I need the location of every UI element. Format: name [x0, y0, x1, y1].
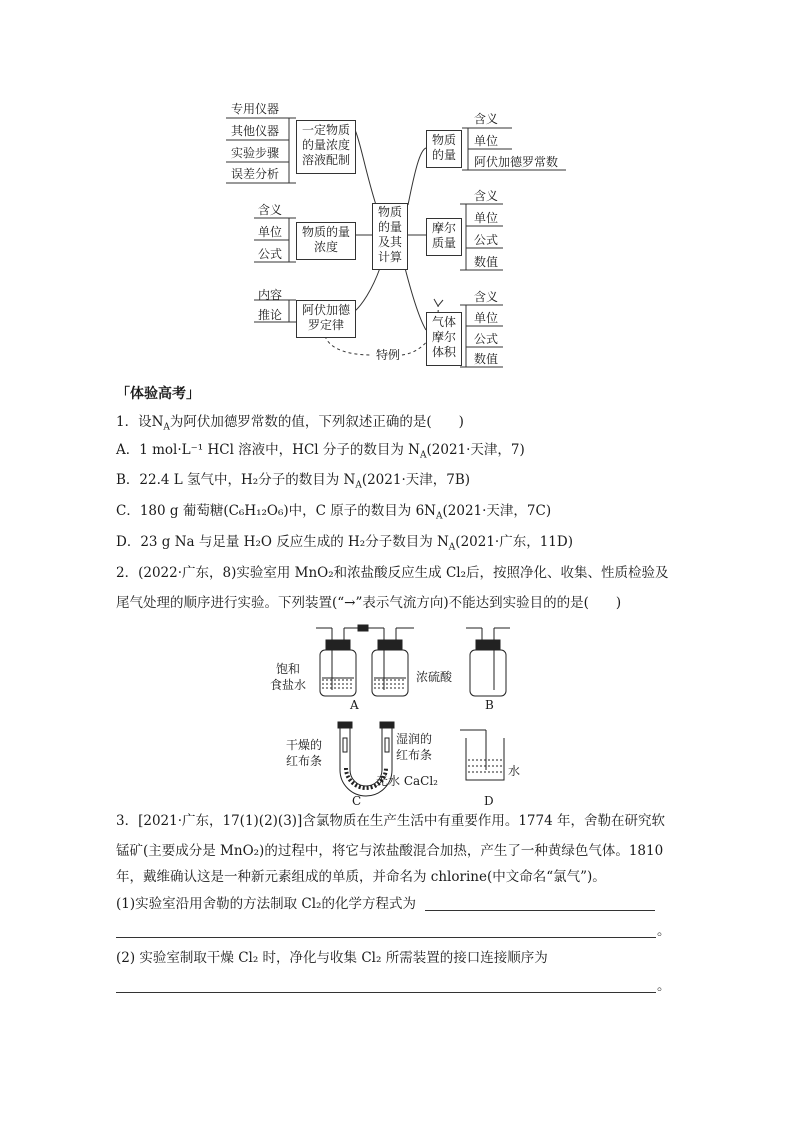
mm-box-line: 及其 — [377, 235, 402, 249]
mm-box-line: 物质 — [377, 205, 402, 219]
wash-bottle-a2-icon — [344, 625, 414, 696]
corner-bracket-open-icon: 「 — [116, 386, 130, 402]
mm-box-line: 物质 — [431, 133, 456, 147]
mm-amount-box — [426, 130, 462, 168]
mm-special-label: 特例 — [376, 348, 401, 362]
answer-blank-2[interactable] — [116, 992, 656, 993]
fig-b-caption: B — [485, 698, 494, 712]
mindmap-connectors — [0, 0, 794, 380]
mm-box-line: 计算 — [377, 250, 402, 264]
answer-blank-1a[interactable] — [425, 910, 655, 911]
section-title — [116, 383, 200, 403]
q1-option-b: B．22.4 L 氢气中，H₂分子的数目为 $N_A(2021\cdot$天津，7B) — [116, 472, 471, 491]
mm-box-line: 摩尔 — [431, 221, 456, 235]
mm-box-line: 一定物质 — [301, 123, 350, 137]
fig-d-label: 水 — [508, 764, 521, 778]
q3-line-3: 年，戴维确认这是一种新元素组成的单质，并命名为 chlorine(中文命名“氯气”)。 — [116, 869, 606, 885]
q2-line-1: 2．(2022·广东，8)实验室用 MnO₂和浓盐酸反应生成 Cl₂后，按照净化、收集、性质检验及 — [116, 565, 669, 581]
mm-box-line: 体积 — [431, 345, 456, 359]
mm-box-line: 溶液配制 — [301, 153, 350, 167]
q3-sub-2-end: 。 — [657, 978, 671, 994]
mm-rm-item-2: 单位 — [474, 211, 499, 225]
mm-box-line: 气体 — [431, 315, 456, 329]
fig-a-label-1: 饱和 — [276, 662, 301, 676]
mm-box-line: 阿伏加德 — [301, 303, 350, 317]
mm-lb-item-2: 推论 — [258, 308, 283, 322]
mm-box-line: 质量 — [431, 236, 456, 250]
fig-c-caption: C — [352, 794, 362, 808]
mm-rb-item-2: 单位 — [474, 311, 499, 325]
q1-option-c: C．180 g 葡萄糖(C₆H₁₂O₆)中，C 原子的数目为 $6N_A(2021\cdot$天津，7C) — [116, 503, 552, 522]
fig-a-caption: A — [350, 698, 359, 712]
section-title-text: 体验高考 — [130, 386, 186, 402]
fig-d-caption: D — [484, 794, 494, 808]
mm-lt-item-4: 误差分析 — [231, 167, 280, 181]
mm-rm-item-4: 数值 — [474, 255, 499, 269]
mm-rb-item-3: 公式 — [474, 332, 499, 346]
mm-lm-item-2: 单位 — [258, 225, 283, 239]
fig-c-label-4: 红布条 — [396, 748, 433, 762]
mm-lt-item-1: 专用仪器 — [231, 102, 280, 116]
fig-c-label-5: 无水 CaCl₂ — [376, 774, 438, 788]
fig-c-label-1: 干燥的 — [286, 738, 323, 752]
q3-line-1: 3．[2021·广东，17(1)(2)(3)]含氯物质在生产生活中有重要作用。1774 年，舍勒在研究软 — [116, 813, 665, 829]
mm-rm-item-3: 公式 — [474, 233, 499, 247]
gas-bottle-b-icon — [466, 628, 510, 696]
mm-rt-item-2: 单位 — [474, 134, 499, 148]
mm-lm-item-1: 含义 — [258, 203, 283, 217]
mm-lt-item-3: 实验步骤 — [231, 146, 280, 160]
corner-bracket-close-icon: 」 — [186, 386, 200, 402]
mm-box-line: 的量 — [431, 148, 456, 162]
mm-concentration-box — [296, 222, 356, 260]
mm-rm-item-1: 含义 — [474, 189, 499, 203]
mm-lt-item-2: 其他仪器 — [231, 124, 280, 138]
mm-molar-volume-box — [426, 312, 462, 366]
mm-box-line: 浓度 — [313, 240, 338, 254]
q1-option-d: D．23 g Na 与足量 H₂O 反应生成的 H₂分子数目为 $N_A(2021\cdot$广东，11D) — [116, 534, 573, 553]
mm-rb-item-4: 数值 — [474, 352, 499, 366]
mm-solution-prep-box — [296, 120, 356, 174]
mm-box-line: 的量 — [377, 220, 402, 234]
mm-molar-mass-box — [426, 218, 462, 256]
mm-lb-item-1: 内容 — [258, 288, 283, 302]
mm-box-line: 摩尔 — [431, 330, 456, 344]
mm-rt-item-1: 含义 — [474, 112, 499, 126]
mm-box-line: 物质的量 — [301, 225, 350, 239]
answer-blank-1b[interactable] — [116, 937, 656, 938]
mm-avogadro-law-box — [296, 300, 356, 338]
q3-sub-2: (2) 实验室制取干燥 Cl₂ 时，净化与收集 Cl₂ 所需装置的接口连接顺序为 — [116, 950, 548, 966]
fig-c-label-3: 湿润的 — [396, 732, 433, 746]
q1-option-a: A．1 mol·L⁻¹ HCl 溶液中，HCl 分子的数目为 $N_A(2021\cdot$天津，7) — [116, 442, 525, 461]
mm-center-box — [372, 203, 408, 270]
mm-box-line: 罗定律 — [307, 318, 344, 332]
mm-rb-item-1: 含义 — [474, 290, 499, 304]
mm-box-line: 的量浓度 — [301, 138, 350, 152]
beaker-d-icon — [460, 730, 504, 780]
q3-sub-1: (1)实验室沿用舍勒的方法制取 Cl₂的化学方程式为 — [116, 896, 416, 912]
q2-line-2: 尾气处理的顺序进行实验。下列装置(“→”表示气流方向)不能达到实验目的的是( ) — [116, 595, 622, 611]
q3-sub-1-end: 。 — [657, 923, 671, 939]
q3-line-2: 锰矿(主要成分是 MnO₂)的过程中，将它与浓盐酸混合加热，产生了一种黄绿色气体。1810 — [116, 843, 664, 859]
wash-bottle-a1-icon — [316, 628, 356, 696]
fig-c-label-2: 红布条 — [286, 754, 323, 768]
mm-rt-item-3: 阿伏加德罗常数 — [474, 155, 559, 169]
q1-stem: 1．设$N_A$为阿伏加德罗常数的值，下列叙述正确的是( ) — [116, 414, 464, 433]
fig-a-label-3: 浓硫酸 — [416, 670, 453, 684]
mm-lm-item-3: 公式 — [258, 247, 283, 261]
fig-a-label-2: 食盐水 — [270, 678, 307, 692]
